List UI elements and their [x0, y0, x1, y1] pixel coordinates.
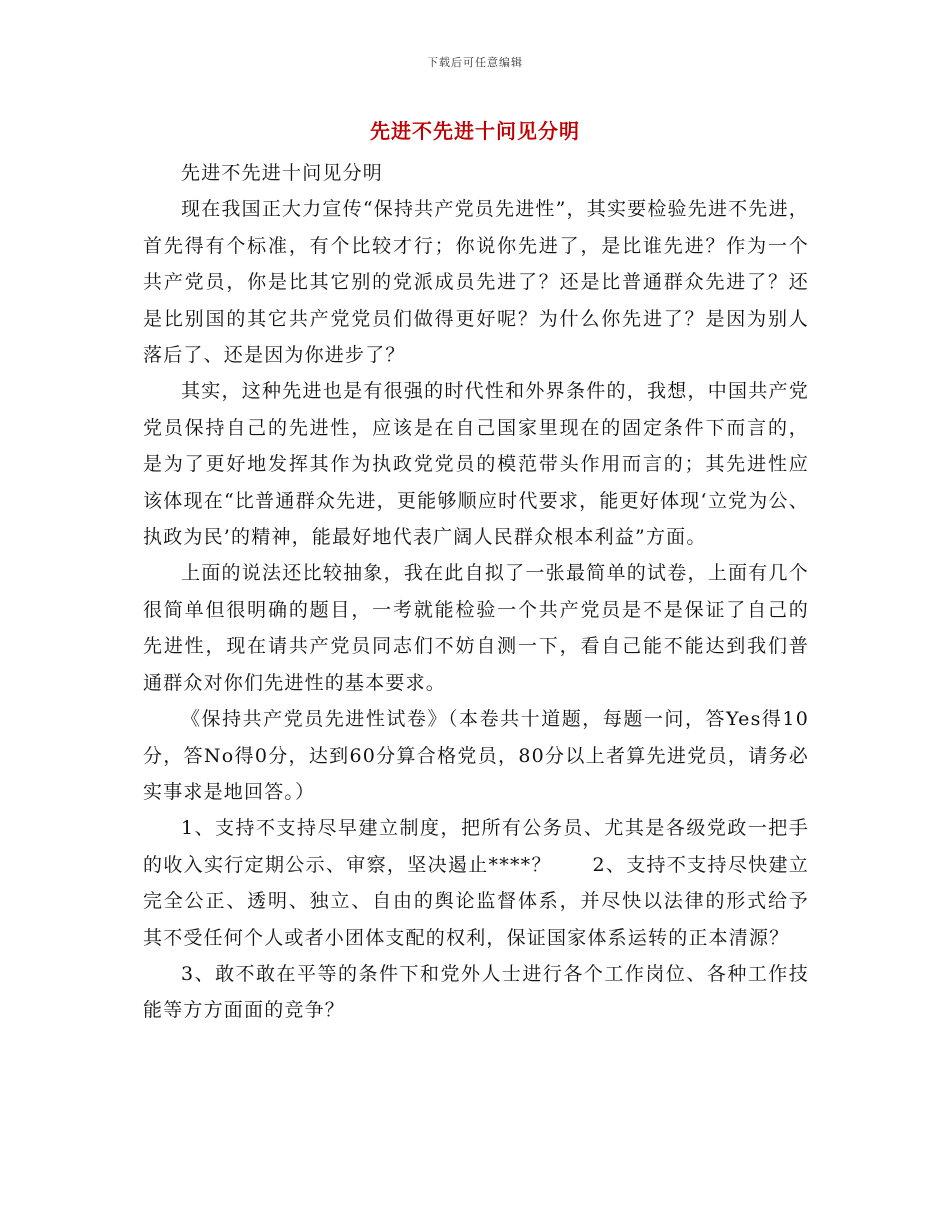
paragraph-4: 《保持共产党员先进性试卷》（本卷共十道题，每题一问，答Yes得10分，答No得0分，达到60分算合格党员，80分以上者算先进党员，请务必实事求是地回答。） — [143, 708, 809, 803]
paragraph-3: 上面的说法还比较抽象，我在此自拟了一张最简单的试卷，上面有几个很简单但很明确的题目，一考就能检验一个共产党员是不是保证了自己的先进性，现在请共产党员同志们不妨自测一下，看自己能不能达到我们普通群众对你们先进性的基本要求。 — [143, 562, 809, 694]
document-body — [143, 155, 809, 1029]
paragraph-5: 1、支持不支持尽早建立制度，把所有公务员、尤其是各级党政一把手的收入实行定期公示、审察，坚决遏止****？ 2、支持不支持尽快建立完全公正、透明、独立、自由的舆论监督体系，并尽快以法律的形式给予其不受任何个人或者小团体支配的权利，保证国家体系运转的正本清源？ — [143, 817, 809, 949]
document-title: 先进不先进十问见分明 — [370, 119, 580, 143]
paragraph-subtitle: 先进不先进十问见分明 — [181, 162, 384, 184]
paragraph-1: 现在我国正大力宣传“保持共产党员先进性”，其实要检验先进不先进，首先得有个标准，有个比较才行；你说你先进了，是比谁先进？作为一个共产党员，你是比其它别的党派成员先进了？还是比普通群众先进了？还是比别国的其它共产党党员们做得更好呢？为什么你先进了？是因为别人落后了、还是因为你进步了？ — [143, 198, 809, 367]
paragraph-6: 3、敢不敢在平等的条件下和党外人士进行各个工作岗位、各种工作技能等方方面面的竞争？ — [143, 962, 809, 1022]
paragraph-2: 其实，这种先进也是有很强的时代性和外界条件的，我想，中国共产党党员保持自己的先进性，应该是在自己国家里现在的固定条件下而言的，是为了更好地发挥其作为执政党党员的模范带头作用而言的；其先进性应该体现在“比普通群众先进，更能够顺应时代要求，能更好体现‘立党为公、执政为民’的精神，能最好地代表广阔人民群众根本利益”方面。 — [143, 380, 809, 549]
header-note: 下载后可任意编辑 — [427, 56, 523, 69]
